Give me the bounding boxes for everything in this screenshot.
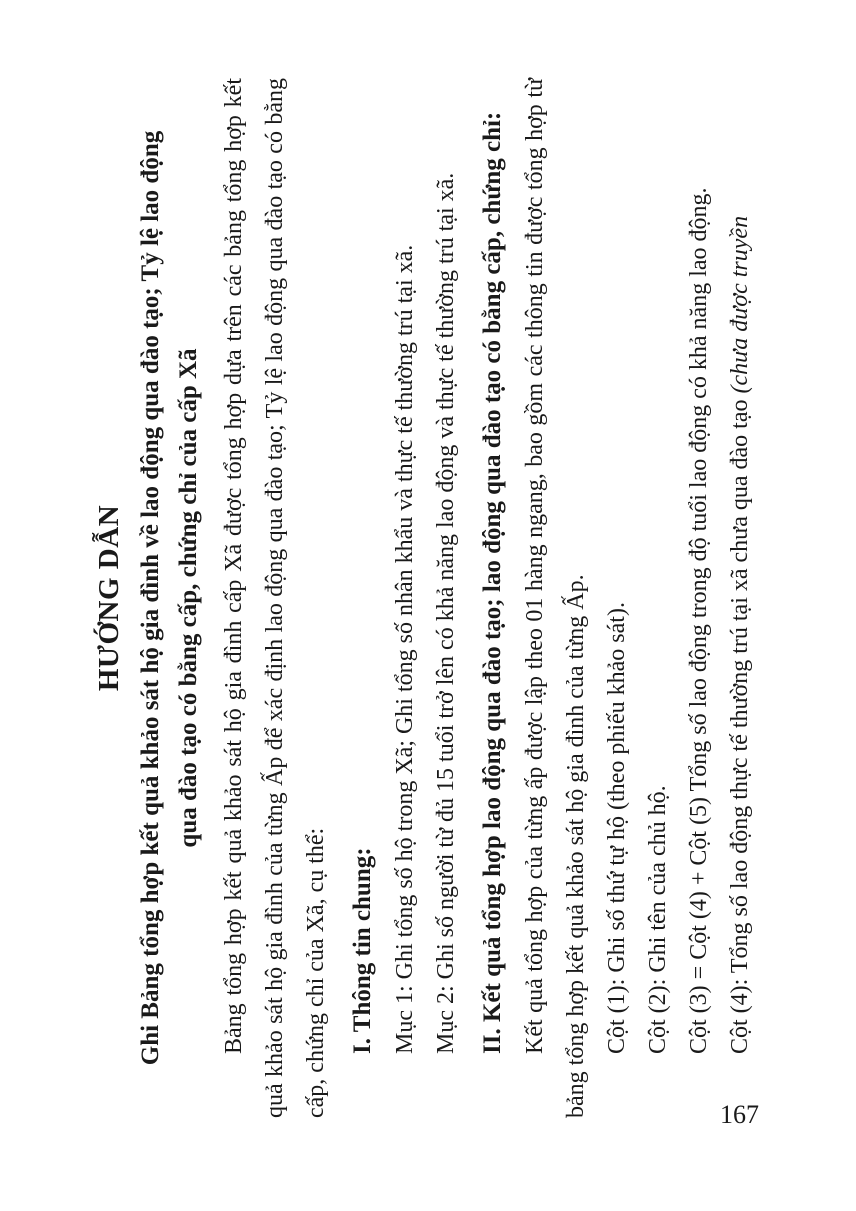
page-title: HƯỚNG DẪN bbox=[93, 504, 125, 692]
section-2-heading: II. Kết quả tổng hợp lao động qua đào tạo; lao động qua đào tạo có bằng cấp, chứng chỉ: bbox=[479, 111, 506, 1054]
column-item-last bbox=[720, 78, 761, 1118]
intro-paragraph: Bảng tổng hợp kết quả khảo sát hộ gia đình cấp Xã được tổng hợp dựa trên các bảng tổng hợp kết quả khảo sát hộ gia đình của từng Ấp để xác định lao động qua đào tạo; Tỷ lệ lao động qua đào tạo có bằng cấp, chứng chỉ của Xã, cụ thể: bbox=[221, 78, 329, 1118]
column-item: Cột (2): Ghi tên của chủ hộ. bbox=[645, 785, 671, 1054]
column-item: Cột (3) = Cột (4) + Cột (5) Tổng số lao động trong độ tuổi lao động có khả năng lao động. bbox=[686, 187, 712, 1054]
section-1-heading: I. Thông tin chung: bbox=[349, 847, 376, 1054]
column-item-text: Cột (4): Tổng số lao động thực tế thường trú tại xã chưa qua đào tạo bbox=[727, 393, 753, 1054]
rotated-content bbox=[90, 78, 780, 1118]
page-number: 167 bbox=[720, 1100, 759, 1129]
column-item-italic: (chưa được truyền bbox=[727, 215, 753, 394]
section-2-intro: Kết quả tổng hợp của từng ấp được lập theo 01 hàng ngang, bao gồm các thông tin được tổng hợp từ bảng tổng hợp kết quả khảo sát hộ gia đình của từng Ấp. bbox=[522, 78, 589, 1118]
page-subtitle: Ghi Bảng tổng hợp kết quả khảo sát hộ gia đình về lao động qua đào tạo; Tỷ lệ lao động qua đào tạo có bằng cấp, chứng chỉ của cấp Xã bbox=[137, 130, 202, 1066]
section-1-item: Mục 1: Ghi tổng số hộ trong Xã; Ghi tổng số nhân khẩu và thực tế thường trú tại xã. bbox=[392, 244, 418, 1054]
section-1-item: Mục 2: Ghi số người từ đủ 15 tuổi trở lên có khả năng lao động và thực tế thường trú tại xã. bbox=[433, 172, 459, 1054]
column-item: Cột (1): Ghi số thứ tự hộ (theo phiếu khảo sát). bbox=[604, 602, 630, 1054]
